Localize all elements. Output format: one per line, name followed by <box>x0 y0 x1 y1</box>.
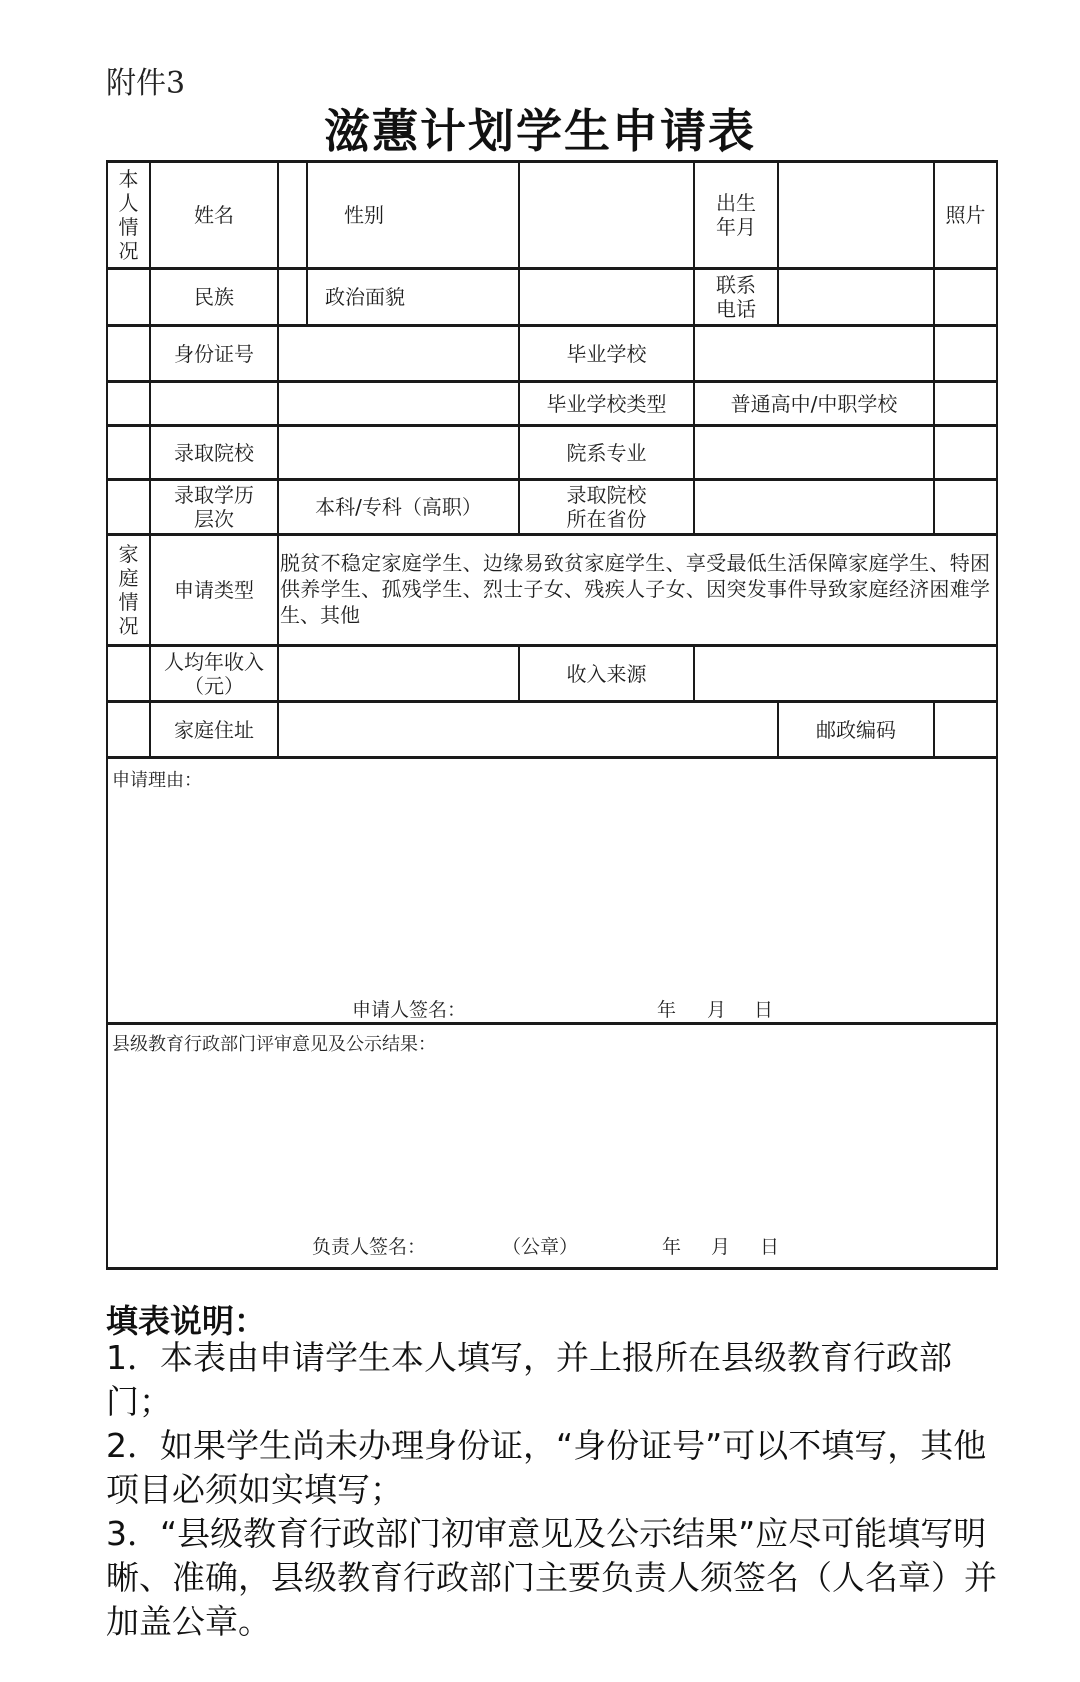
gender-label: 性别 <box>344 203 384 227</box>
application-form <box>106 160 998 1270</box>
table-col-rule <box>693 646 695 702</box>
phone-label: 联系 电话 <box>716 273 756 321</box>
graduation-school-label: 毕业学校 <box>566 341 647 366</box>
table-border-right <box>996 160 998 1270</box>
political-status-label: 政治面貌 <box>325 285 405 309</box>
review-date-day: 日 <box>760 1236 780 1258</box>
applicant-date-year: 年 <box>657 999 677 1021</box>
department-major-label: 院系专业 <box>566 440 647 465</box>
section-personal-label: 本 人 情 况 <box>118 167 139 263</box>
admission-level-value: 本科/专科（高职） <box>315 495 482 519</box>
table-col-rule <box>933 702 935 758</box>
official-seal-label: （公章） <box>502 1236 579 1258</box>
application-reason-label: 申请理由： <box>112 770 202 791</box>
applicant-date-month: 月 <box>707 999 727 1021</box>
applicant-signature-label: 申请人签名： <box>352 999 467 1021</box>
graduation-school-type-label: 毕业学校类型 <box>546 391 667 416</box>
income-per-capita-label: 人均年收入 （元） <box>164 649 264 698</box>
applicant-date-day: 日 <box>754 999 774 1021</box>
id-number-label: 身份证号 <box>174 341 254 366</box>
form-title: 滋蕙计划学生申请表 <box>324 104 756 158</box>
instruction-item: 1．本表由申请学生本人填写，并上报所在县级教育行政部门； <box>106 1338 952 1421</box>
application-type-options: 脱贫不稳定家庭学生、边缘易致贫家庭学生、享受最低生活保障家庭学生、特困供养学生、孤残学生、烈士子女、残疾人子女、因突发事件导致家庭经济困难学生、其他 <box>280 551 990 627</box>
name-label: 姓名 <box>194 203 234 227</box>
attachment-label: 附件3 <box>106 66 186 101</box>
birth-label: 出生 年月 <box>716 191 756 239</box>
table-border-left <box>106 160 108 1270</box>
admission-province-label: 录取院校 所在省份 <box>566 483 647 531</box>
application-type-label: 申请类型 <box>174 578 254 602</box>
table-rule <box>106 1022 998 1025</box>
instructions-title: 填表说明： <box>106 1302 267 1340</box>
table-border-bottom <box>106 1267 998 1270</box>
instructions-list <box>106 1336 1006 1644</box>
table-col-rule <box>277 160 279 758</box>
section-family-label: 家 庭 情 况 <box>118 542 139 638</box>
admission-level-label: 录取学历 层次 <box>174 483 254 531</box>
table-rule <box>106 756 998 759</box>
instruction-item: 2．如果学生尚未办理身份证，“身份证号”可以不填写，其他项目必须如实填写； <box>106 1426 987 1509</box>
ethnicity-label: 民族 <box>194 285 234 309</box>
review-date-year: 年 <box>662 1236 682 1258</box>
instruction-item: 3．“县级教育行政部门初审意见及公示结果”应尽可能填写明晰、准确，县级教育行政部门主要负责人须签名（人名章）并加盖公章。 <box>106 1514 997 1641</box>
review-date-month: 月 <box>711 1236 731 1258</box>
home-address-label: 家庭住址 <box>174 717 254 742</box>
responsible-signature-label: 负责人签名： <box>312 1236 427 1258</box>
county-review-label: 县级教育行政部门评审意见及公示结果： <box>112 1034 436 1055</box>
income-source-label: 收入来源 <box>566 661 647 686</box>
admission-school-label: 录取院校 <box>174 440 254 465</box>
graduation-school-type-value: 普通高中/中职学校 <box>730 391 898 416</box>
postcode-label: 邮政编码 <box>816 717 896 742</box>
table-col-rule <box>777 160 779 326</box>
photo-label: 照片 <box>945 203 986 227</box>
